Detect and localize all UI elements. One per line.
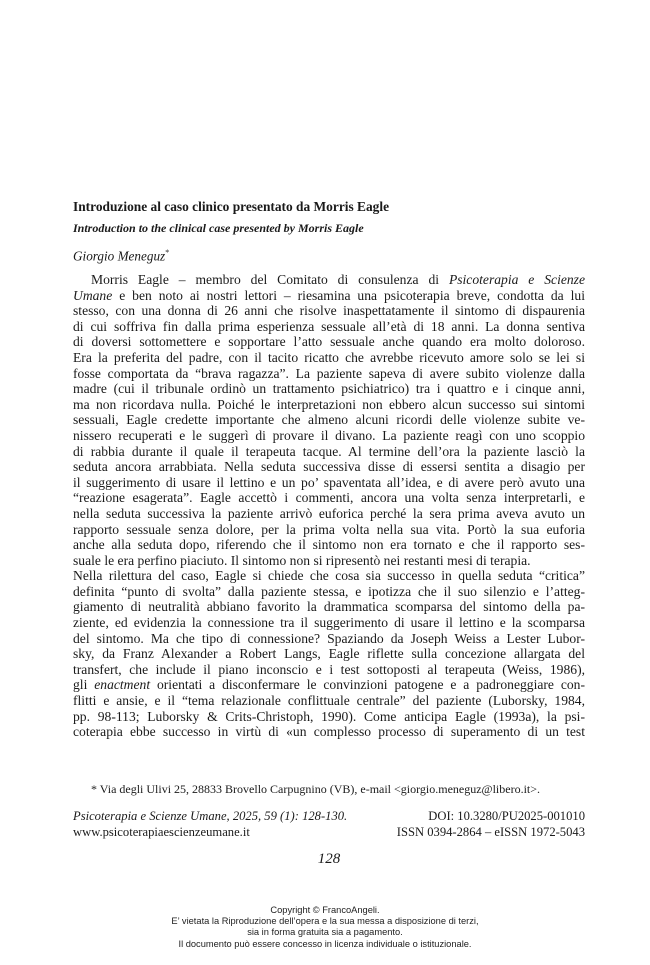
author-footnote: * Via degli Ulivi 25, 28833 Brovello Carpugnino (VB), e-mail <giorgio.meneguz@libero.it>. [91, 782, 541, 796]
article-body [73, 272, 585, 740]
article-title: Introduzione al caso clinico presentato da Morris Eagle [73, 199, 390, 214]
body-line: “reazione esagerata”. Eagle accettò i commenti, ancora una volta senza interpretarli, e [73, 490, 585, 506]
doi: DOI: 10.3280/PU2025-001010 [428, 809, 585, 823]
body-line: transfert, che include il piano inconscio e i test sottoposti al terapeuta (Weiss, 1986), [73, 661, 585, 677]
body-line: ziente, ed evidenzia la connessione tra il suggerimento di usare il lettino e la scomparsa [73, 615, 585, 631]
body-line: di cui soffriva fin dalla prima esperienza sessuale all’età di 18 anni. La donna sentiva [73, 318, 585, 334]
body-line: seduta ancora arrabbiata. Nella seduta successiva disse di essersi sentita a disagio per [73, 459, 585, 475]
body-line: nella seduta successiva la paziente arrivò euforica perché la sera prima aveva avuto un [73, 505, 585, 521]
issn: ISSN 0394-2864 – eISSN 1972-5043 [396, 825, 585, 839]
body-line: Era la preferita del padre, con il tacito ricatto che avrebbe ricevuto amore solo se lei si [73, 349, 585, 365]
body-line: di rabbia durante il quale il terapeuta tacque. Al termine dell’ora la paziente lasciò la [73, 443, 585, 459]
body-line: suale le era perfino piaciuto. Il sintomo non si ripresentò nei restanti mesi di terapia. [73, 552, 531, 568]
author-footnote-mark: * [165, 248, 170, 257]
body-line: flitti e ansie, e il “tema relazionale conflittuale centrale” del paziente (Luborsky, 1984, [73, 693, 585, 709]
body-line: pp. 98-113; Luborsky & Crits-Christoph, 1990). Come anticipa Eagle (1993a), la psi- [73, 708, 585, 724]
body-line: nissero recuperati e le suggerì di provare il divano. La paziente reagì con uno scoppio [73, 427, 585, 443]
body-line: stesso, con una donna di 26 anni che risolve inaspettatamente il sintomo di dispaurenia [73, 303, 585, 319]
copyright-notice [0, 905, 650, 950]
journal-citation: Psicoterapia e Scienze Umane, 2025, 59 (1): 128-130. [73, 809, 348, 823]
body-line: di doversi sottomettere e sopportare l’atto sessuale anche quando era molto doloroso. [73, 334, 585, 350]
page-number: 128 [317, 851, 341, 867]
author-name: Giorgio Meneguz [73, 248, 166, 264]
article-subtitle: Introduction to the clinical case presented by Morris Eagle [73, 221, 364, 235]
body-line: sky, da Franz Alexander a Robert Langs, Eagle riflette sulla concezione allargata del [73, 646, 585, 662]
copyright-line: sia in forma gratuita sia a pagamento. [247, 927, 403, 938]
body-line: sessuali, Eagle credette importante che almeno alcuni ricordi delle violenze subite ve- [73, 412, 585, 428]
copyright-line: E’ vietata la Riproduzione dell’opera e la sua messa a disposizione di terzi, [171, 916, 479, 927]
body-line: fosse comportata da “brava ragazza”. La paziente sapeva di avere subito violenze dalla [73, 365, 585, 381]
body-line: gli enactment orientati a disconfermare le convinzioni patogene e a padroneggiare con- [73, 677, 585, 693]
body-line: Nella rilettura del caso, Eagle si chiede che cosa sia successo in quella seduta “critica” [73, 568, 585, 584]
journal-info [73, 808, 585, 840]
body-line: rapporto sessuale senza dolore, per la prima volta nella sua vita. Portò la sua euforia [73, 521, 585, 537]
body-line: anche alla seduta dopo, riferendo che il sintomo non era tornato e che il rapporto ses- [73, 537, 585, 553]
journal-website: www.psicoterapiaescienzeumane.it [73, 825, 250, 839]
body-line: del sintomo. Ma che tipo di connessione? Spaziando da Joseph Weiss a Lester Lubor- [73, 630, 585, 646]
copyright-line: Copyright © FrancoAngeli. [270, 905, 380, 915]
article-author [73, 245, 585, 264]
body-line: definita “punto di svolta” dalla paziente stessa, e ipotizza che il suo silenzio e l’atteg- [73, 583, 585, 599]
body-line: giamento di neutralità abbiano favorito la drammatica scomparsa del sintomo della pa- [73, 599, 585, 615]
copyright-line: Il documento può essere concesso in licenza individuale o istituzionale. [178, 938, 472, 949]
body-line: ma non ricordava nulla. Poiché le interpretazioni non ebbero alcun successo sui sintomi [73, 396, 585, 412]
body-line: Morris Eagle – membro del Comitato di consulenza di Psicoterapia e Scienze [91, 272, 586, 287]
body-line: madre (cui il tribunale ordinò un trattamento psichiatrico) tra i quattro e i cinque anni, [73, 381, 585, 397]
body-line: il suggerimento di usare il lettino e un po’ spaventata all’idea, e di avere però avuto una [73, 474, 585, 490]
body-line: Umane e ben noto ai nostri lettori – riesamina una psicoterapia breve, condotta da lui [73, 287, 585, 303]
body-line: coterapia ebbe successo in virtù di «un complesso processo di superamento di un test [73, 724, 585, 740]
